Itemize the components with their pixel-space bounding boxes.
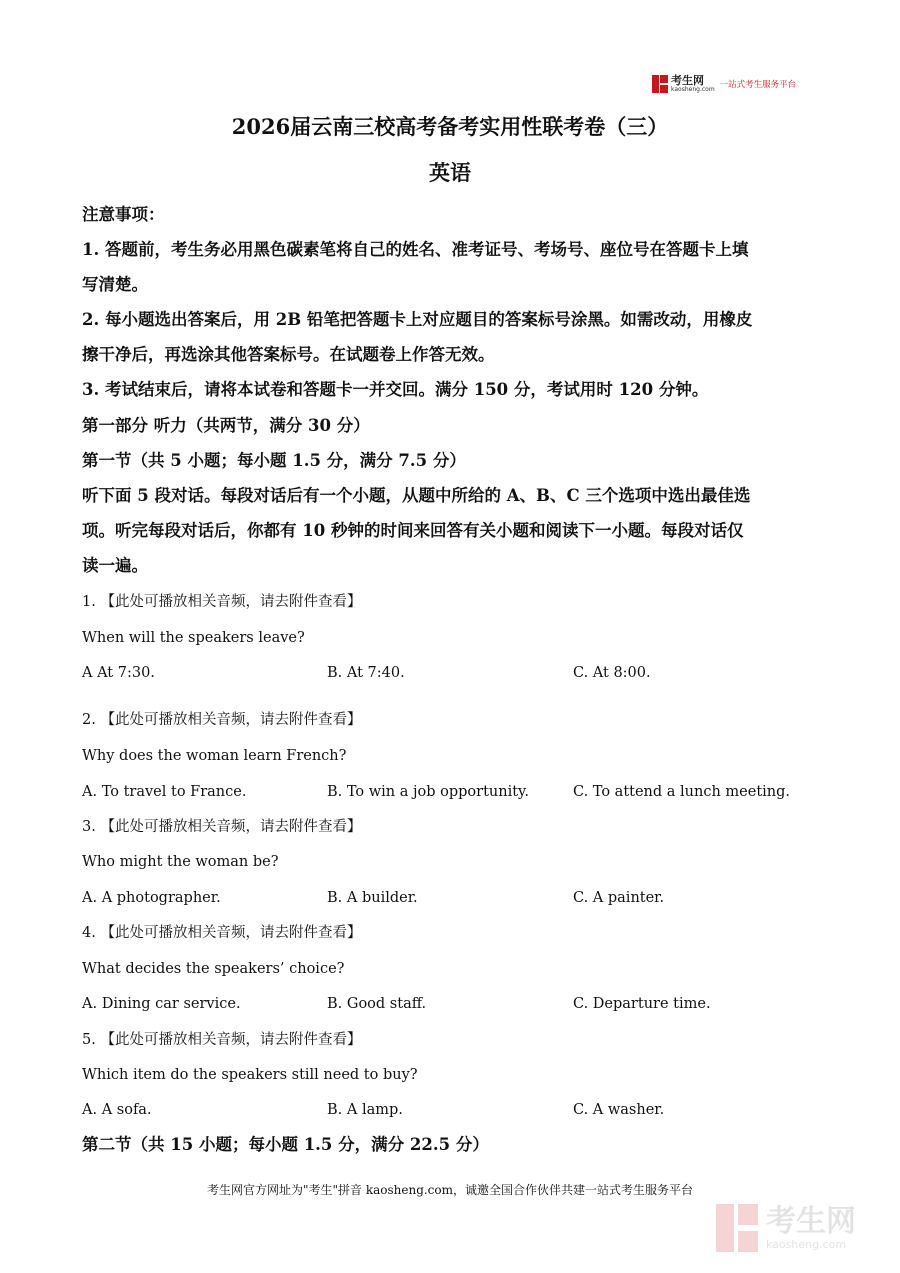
question-5-text: Which item do the speakers still need to buy? bbox=[82, 1067, 418, 1083]
question-2-text: Why does the woman learn French? bbox=[82, 748, 347, 764]
section1-directions-line-1: 听下面 5 段对话。每段对话后有一个小题，从题中所给的 A、B、C 三个选项中选出最佳选 bbox=[82, 486, 751, 505]
question-5-option-c: C. A washer. bbox=[573, 1102, 665, 1118]
question-3-option-c: C. A painter. bbox=[573, 890, 665, 906]
site-logo bbox=[652, 73, 796, 95]
question-1-option-c: C. At 8:00. bbox=[573, 665, 651, 681]
section2-heading: 第二节（共 15 小题；每小题 1.5 分，满分 22.5 分） bbox=[82, 1135, 489, 1154]
question-5-option-b: B. A lamp. bbox=[327, 1102, 403, 1118]
question-2-audio: 2. 【此处可播放相关音频，请去附件查看】 bbox=[82, 712, 362, 728]
question-2-option-a: A. To travel to France. bbox=[82, 784, 247, 800]
question-1-text: When will the speakers leave? bbox=[82, 630, 305, 646]
question-1-option-a: A At 7:30. bbox=[82, 665, 155, 681]
question-3-text: Who might the woman be? bbox=[82, 854, 279, 870]
question-3-audio: 3. 【此处可播放相关音频，请去附件查看】 bbox=[82, 819, 362, 835]
exam-subject: 英语 bbox=[429, 160, 471, 185]
question-4-text: What decides the speakers’ choice? bbox=[82, 961, 345, 977]
question-2-option-b: B. To win a job opportunity. bbox=[327, 784, 529, 800]
watermark-url: kaosheng.com bbox=[766, 1237, 847, 1251]
watermark-mark-icon bbox=[716, 1204, 758, 1252]
question-1-option-b: B. At 7:40. bbox=[327, 665, 405, 681]
logo-slogan: 一站式考生服务平台 bbox=[719, 80, 797, 90]
instruction-1-line-2: 写清楚。 bbox=[82, 275, 148, 294]
instruction-1-line-1: 1. 答题前，考生务必用黑色碳素笔将自己的姓名、准考证号、考场号、座位号在答题卡上填 bbox=[82, 240, 749, 259]
part1-heading: 第一部分 听力（共两节，满分 30 分） bbox=[82, 416, 370, 435]
question-3-option-b: B. A builder. bbox=[327, 890, 418, 906]
page-footer: 考生网官方网址为"考生"拼音 kaosheng.com，诚邀全国合作伙伴共建一站式考生服务平台 bbox=[206, 1183, 694, 1197]
instruction-3: 3. 考试结束后，请将本试卷和答题卡一并交回。满分 150 分，考试用时 120 分钟。 bbox=[82, 380, 709, 399]
question-4-option-c: C. Departure time. bbox=[573, 996, 711, 1012]
question-4-option-b: B. Good staff. bbox=[327, 996, 427, 1012]
instruction-2-line-1: 2. 每小题选出答案后，用 2B 铅笔把答题卡上对应题目的答案标号涂黑。如需改动，用橡皮 bbox=[82, 310, 753, 329]
logo-mark-icon bbox=[652, 75, 668, 93]
logo-url: kaosheng.com bbox=[671, 86, 715, 93]
question-3-option-a: A. A photographer. bbox=[82, 890, 221, 906]
section1-heading: 第一节（共 5 小题；每小题 1.5 分，满分 7.5 分） bbox=[82, 451, 466, 470]
logo-name: 考生网 bbox=[671, 74, 704, 87]
question-4-audio: 4. 【此处可播放相关音频，请去附件查看】 bbox=[82, 925, 362, 941]
question-5-audio: 5. 【此处可播放相关音频，请去附件查看】 bbox=[82, 1032, 362, 1048]
section1-directions-line-3: 读一遍。 bbox=[82, 556, 148, 575]
watermark-logo bbox=[716, 1204, 856, 1252]
watermark-name: 考生网 bbox=[766, 1203, 856, 1239]
question-1-audio: 1. 【此处可播放相关音频，请去附件查看】 bbox=[82, 594, 362, 610]
question-2-option-c: C. To attend a lunch meeting. bbox=[573, 784, 791, 800]
exam-title: 2026届云南三校高考备考实用性联考卷（三） bbox=[231, 114, 669, 139]
section1-directions-line-2: 项。听完每段对话后，你都有 10 秒钟的时间来回答有关小题和阅读下一小题。每段对话仅 bbox=[82, 521, 744, 540]
question-4-option-a: A. Dining car service. bbox=[82, 996, 241, 1012]
instruction-2-line-2: 擦干净后，再选涂其他答案标号。在试题卷上作答无效。 bbox=[82, 345, 495, 364]
instructions-heading: 注意事项： bbox=[82, 205, 165, 224]
question-5-option-a: A. A sofa. bbox=[82, 1102, 152, 1118]
